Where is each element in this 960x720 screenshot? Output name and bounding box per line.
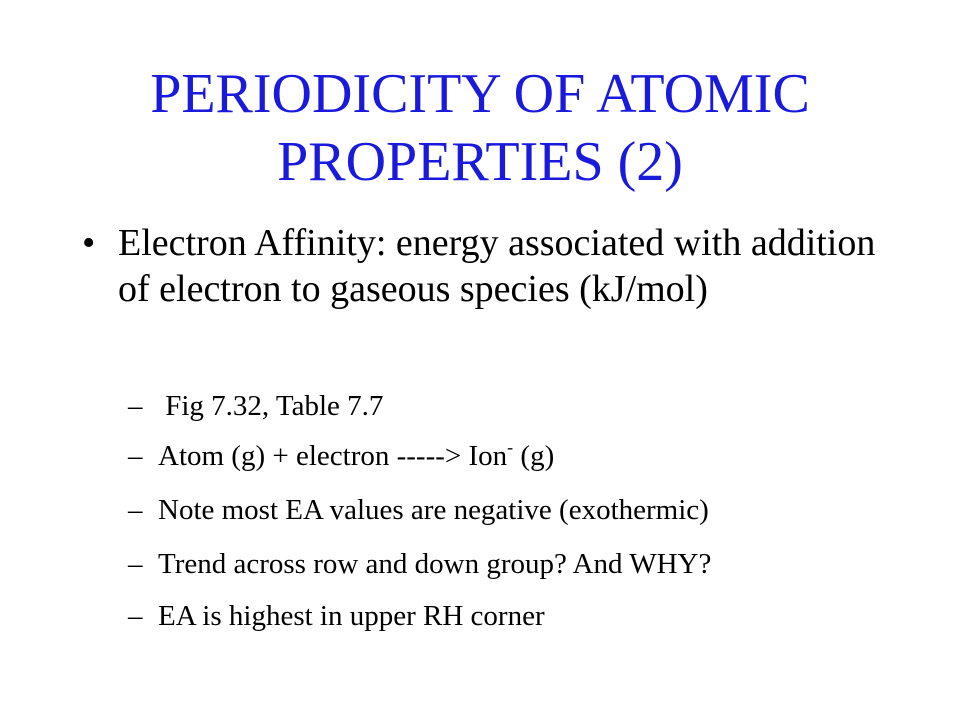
- bullet-marker: •: [82, 222, 96, 264]
- dash-marker: –: [128, 440, 143, 472]
- dash-marker: –: [128, 548, 143, 580]
- sub-bullet-text: EA is highest in upper RH corner: [158, 600, 545, 632]
- sub-bullet-trend-question: [128, 546, 711, 582]
- bullet-text: Electron Affinity: energy associated with addition of electron to gaseous species (kJ/mol): [118, 222, 876, 310]
- slide-title: [0, 60, 960, 196]
- dash-marker: –: [128, 390, 143, 422]
- reaction-text: Atom (g) + electron -----> Ion: [158, 440, 508, 472]
- negative-charge-superscript: -: [507, 437, 514, 457]
- main-bullet: [82, 220, 882, 312]
- sub-bullet-reaction: [128, 438, 554, 474]
- sub-bullet-figure-reference: [128, 388, 383, 424]
- dash-marker: –: [128, 600, 143, 632]
- sub-bullet-negative-values: [128, 492, 709, 528]
- sub-bullet-text: Fig 7.32, Table 7.7: [158, 390, 384, 422]
- sub-bullet-text: Trend across row and down group? And WHY?: [158, 548, 712, 580]
- sub-bullet-text: Note most EA values are negative (exothermic): [158, 494, 709, 526]
- title-line-1: PERIODICITY OF ATOMIC: [150, 63, 810, 125]
- dash-marker: –: [128, 494, 143, 526]
- title-line-2: PROPERTIES (2): [277, 131, 683, 193]
- reaction-state: (g): [513, 440, 555, 472]
- sub-bullet-highest-ea: [128, 598, 545, 634]
